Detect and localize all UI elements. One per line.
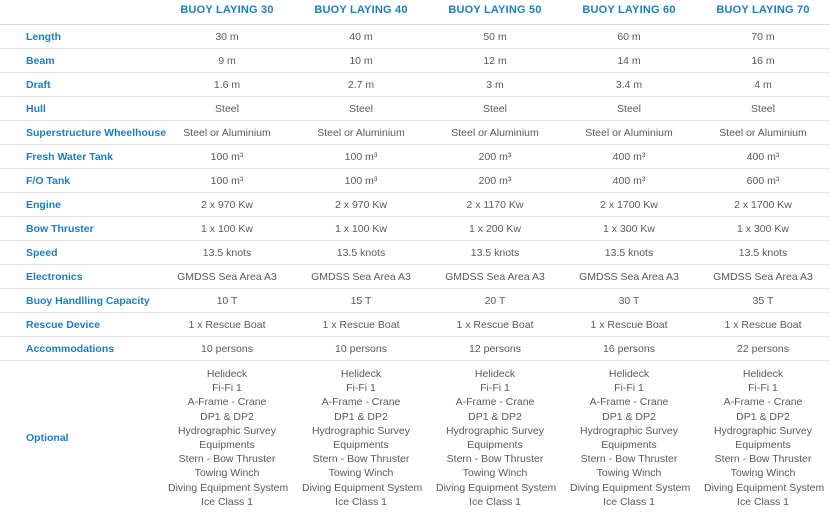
optional-item: Diving Equipment System (436, 481, 554, 495)
cell-buoy-handling-capacity-50: 20 T (428, 289, 562, 313)
cell-fresh-water-tank-40: 100 m³ (294, 145, 428, 169)
cell-electronics-50: GMDSS Sea Area A3 (428, 265, 562, 289)
table-row (0, 265, 830, 289)
optional-item: A-Frame - Crane (704, 395, 822, 409)
optional-item: Towing Winch (704, 466, 822, 480)
optional-item: Stern - Bow Thruster (704, 452, 822, 466)
cell-draft-30: 1.6 m (160, 73, 294, 97)
cell-engine-50: 2 x 1170 Kw (428, 193, 562, 217)
cell-fresh-water-tank-60: 400 m³ (562, 145, 696, 169)
table-row (0, 49, 830, 73)
optional-item: Helideck (302, 367, 420, 381)
table-row (0, 337, 830, 361)
cell-beam-30: 9 m (160, 49, 294, 73)
optional-item: Fi-Fi 1 (168, 381, 286, 395)
optional-item: Stern - Bow Thruster (436, 452, 554, 466)
row-label-bow-thruster: Bow Thruster (0, 217, 160, 241)
cell-bow-thruster-70: 1 x 300 Kw (696, 217, 830, 241)
cell-buoy-handling-capacity-70: 35 T (696, 289, 830, 313)
optional-item: Equipments (436, 438, 554, 452)
optional-item: Diving Equipment System (168, 481, 286, 495)
optional-item: Diving Equipment System (704, 481, 822, 495)
optional-item: DP1 & DP2 (570, 410, 688, 424)
cell-speed-40: 13.5 knots (294, 241, 428, 265)
cell-fo-tank-60: 400 m³ (562, 169, 696, 193)
optional-list-60 (570, 367, 688, 509)
table-row (0, 97, 830, 121)
row-label-buoy-handling-capacity: Buoy Handlling Capacity (0, 289, 160, 313)
cell-accommodations-50: 12 persons (428, 337, 562, 361)
cell-hull-70: Steel (696, 97, 830, 121)
table-row (0, 25, 830, 49)
optional-item: A-Frame - Crane (168, 395, 286, 409)
cell-length-70: 70 m (696, 25, 830, 49)
cell-electronics-30: GMDSS Sea Area A3 (160, 265, 294, 289)
cell-speed-70: 13.5 knots (696, 241, 830, 265)
optional-item: DP1 & DP2 (436, 410, 554, 424)
table-header-row (0, 0, 830, 25)
table-body (0, 25, 830, 515)
cell-electronics-40: GMDSS Sea Area A3 (294, 265, 428, 289)
cell-rescue-device-70: 1 x Rescue Boat (696, 313, 830, 337)
cell-fo-tank-70: 600 m³ (696, 169, 830, 193)
cell-fo-tank-50: 200 m³ (428, 169, 562, 193)
optional-item: A-Frame - Crane (570, 395, 688, 409)
optional-item: Equipments (302, 438, 420, 452)
cell-superstructure-30: Steel or Aluminium (160, 121, 294, 145)
cell-electronics-60: GMDSS Sea Area A3 (562, 265, 696, 289)
column-header-buoy-laying-30: BUOY LAYING 30 (160, 0, 294, 25)
optional-item: A-Frame - Crane (436, 395, 554, 409)
optional-list-30 (168, 367, 286, 509)
cell-hull-60: Steel (562, 97, 696, 121)
cell-rescue-device-40: 1 x Rescue Boat (294, 313, 428, 337)
optional-list-50 (436, 367, 554, 509)
cell-optional-50 (428, 361, 562, 515)
table-row (0, 121, 830, 145)
cell-rescue-device-30: 1 x Rescue Boat (160, 313, 294, 337)
table-row (0, 289, 830, 313)
row-label-engine: Engine (0, 193, 160, 217)
table-row (0, 217, 830, 241)
cell-engine-30: 2 x 970 Kw (160, 193, 294, 217)
row-label-rescue-device: Rescue Device (0, 313, 160, 337)
cell-fresh-water-tank-30: 100 m³ (160, 145, 294, 169)
table-row (0, 73, 830, 97)
table-row (0, 313, 830, 337)
cell-engine-70: 2 x 1700 Kw (696, 193, 830, 217)
cell-electronics-70: GMDSS Sea Area A3 (696, 265, 830, 289)
cell-accommodations-40: 10 persons (294, 337, 428, 361)
cell-fresh-water-tank-50: 200 m³ (428, 145, 562, 169)
cell-fresh-water-tank-70: 400 m³ (696, 145, 830, 169)
optional-item: Hydrographic Survey (704, 424, 822, 438)
table-row-optional (0, 361, 830, 515)
cell-optional-70 (696, 361, 830, 515)
optional-item: Ice Class 1 (436, 495, 554, 509)
cell-fo-tank-40: 100 m³ (294, 169, 428, 193)
cell-beam-40: 10 m (294, 49, 428, 73)
optional-item: Helideck (436, 367, 554, 381)
cell-optional-60 (562, 361, 696, 515)
cell-buoy-handling-capacity-40: 15 T (294, 289, 428, 313)
cell-length-50: 50 m (428, 25, 562, 49)
cell-optional-40 (294, 361, 428, 515)
column-header-buoy-laying-50: BUOY LAYING 50 (428, 0, 562, 25)
row-label-fresh-water-tank: Fresh Water Tank (0, 145, 160, 169)
optional-item: Ice Class 1 (704, 495, 822, 509)
row-label-superstructure-wheelhouse: Superstructure Wheelhouse (0, 121, 160, 145)
row-label-beam: Beam (0, 49, 160, 73)
cell-superstructure-70: Steel or Aluminium (696, 121, 830, 145)
optional-item: Ice Class 1 (302, 495, 420, 509)
cell-hull-50: Steel (428, 97, 562, 121)
optional-item: Hydrographic Survey (436, 424, 554, 438)
optional-item: DP1 & DP2 (168, 410, 286, 424)
optional-item: Fi-Fi 1 (570, 381, 688, 395)
cell-draft-70: 4 m (696, 73, 830, 97)
optional-item: DP1 & DP2 (302, 410, 420, 424)
cell-rescue-device-50: 1 x Rescue Boat (428, 313, 562, 337)
optional-item: Equipments (704, 438, 822, 452)
optional-item: DP1 & DP2 (704, 410, 822, 424)
optional-item: Fi-Fi 1 (436, 381, 554, 395)
cell-beam-50: 12 m (428, 49, 562, 73)
optional-item: Ice Class 1 (570, 495, 688, 509)
cell-buoy-handling-capacity-60: 30 T (562, 289, 696, 313)
row-label-optional: Optional (0, 361, 160, 515)
row-label-fo-tank: F/O Tank (0, 169, 160, 193)
optional-item: Equipments (570, 438, 688, 452)
optional-list-40 (302, 367, 420, 509)
cell-length-30: 30 m (160, 25, 294, 49)
column-header-buoy-laying-70: BUOY LAYING 70 (696, 0, 830, 25)
row-label-draft: Draft (0, 73, 160, 97)
cell-accommodations-30: 10 persons (160, 337, 294, 361)
optional-item: Towing Winch (436, 466, 554, 480)
cell-bow-thruster-30: 1 x 100 Kw (160, 217, 294, 241)
optional-list-70 (704, 367, 822, 509)
optional-item: Towing Winch (570, 466, 688, 480)
column-header-buoy-laying-60: BUOY LAYING 60 (562, 0, 696, 25)
table-header (0, 0, 830, 25)
cell-hull-40: Steel (294, 97, 428, 121)
cell-draft-50: 3 m (428, 73, 562, 97)
optional-item: Diving Equipment System (570, 481, 688, 495)
cell-superstructure-40: Steel or Aluminium (294, 121, 428, 145)
optional-item: Diving Equipment System (302, 481, 420, 495)
cell-length-60: 60 m (562, 25, 696, 49)
cell-draft-40: 2.7 m (294, 73, 428, 97)
cell-superstructure-50: Steel or Aluminium (428, 121, 562, 145)
table-row (0, 241, 830, 265)
table-row (0, 145, 830, 169)
cell-optional-30 (160, 361, 294, 515)
cell-draft-60: 3.4 m (562, 73, 696, 97)
optional-item: Helideck (570, 367, 688, 381)
optional-item: Hydrographic Survey (168, 424, 286, 438)
cell-accommodations-60: 16 persons (562, 337, 696, 361)
optional-item: Fi-Fi 1 (704, 381, 822, 395)
cell-length-40: 40 m (294, 25, 428, 49)
column-header-label (0, 0, 160, 25)
optional-item: Ice Class 1 (168, 495, 286, 509)
row-label-accommodations: Accommodations (0, 337, 160, 361)
cell-engine-40: 2 x 970 Kw (294, 193, 428, 217)
column-header-buoy-laying-40: BUOY LAYING 40 (294, 0, 428, 25)
optional-item: Stern - Bow Thruster (570, 452, 688, 466)
optional-item: Stern - Bow Thruster (168, 452, 286, 466)
optional-item: Towing Winch (302, 466, 420, 480)
cell-speed-50: 13.5 knots (428, 241, 562, 265)
row-label-speed: Speed (0, 241, 160, 265)
optional-item: Equipments (168, 438, 286, 452)
cell-engine-60: 2 x 1700 Kw (562, 193, 696, 217)
cell-speed-60: 13.5 knots (562, 241, 696, 265)
cell-accommodations-70: 22 persons (696, 337, 830, 361)
row-label-electronics: Electronics (0, 265, 160, 289)
cell-rescue-device-60: 1 x Rescue Boat (562, 313, 696, 337)
cell-fo-tank-30: 100 m³ (160, 169, 294, 193)
optional-item: Hydrographic Survey (570, 424, 688, 438)
cell-buoy-handling-capacity-30: 10 T (160, 289, 294, 313)
row-label-hull: Hull (0, 97, 160, 121)
cell-beam-60: 14 m (562, 49, 696, 73)
cell-speed-30: 13.5 knots (160, 241, 294, 265)
cell-bow-thruster-40: 1 x 100 Kw (294, 217, 428, 241)
optional-item: Fi-Fi 1 (302, 381, 420, 395)
cell-beam-70: 16 m (696, 49, 830, 73)
cell-bow-thruster-60: 1 x 300 Kw (562, 217, 696, 241)
optional-item: Helideck (704, 367, 822, 381)
optional-item: Helideck (168, 367, 286, 381)
optional-item: A-Frame - Crane (302, 395, 420, 409)
table-row (0, 169, 830, 193)
optional-item: Towing Winch (168, 466, 286, 480)
cell-bow-thruster-50: 1 x 200 Kw (428, 217, 562, 241)
optional-item: Stern - Bow Thruster (302, 452, 420, 466)
optional-item: Hydrographic Survey (302, 424, 420, 438)
row-label-length: Length (0, 25, 160, 49)
table-row (0, 193, 830, 217)
cell-superstructure-60: Steel or Aluminium (562, 121, 696, 145)
cell-hull-30: Steel (160, 97, 294, 121)
